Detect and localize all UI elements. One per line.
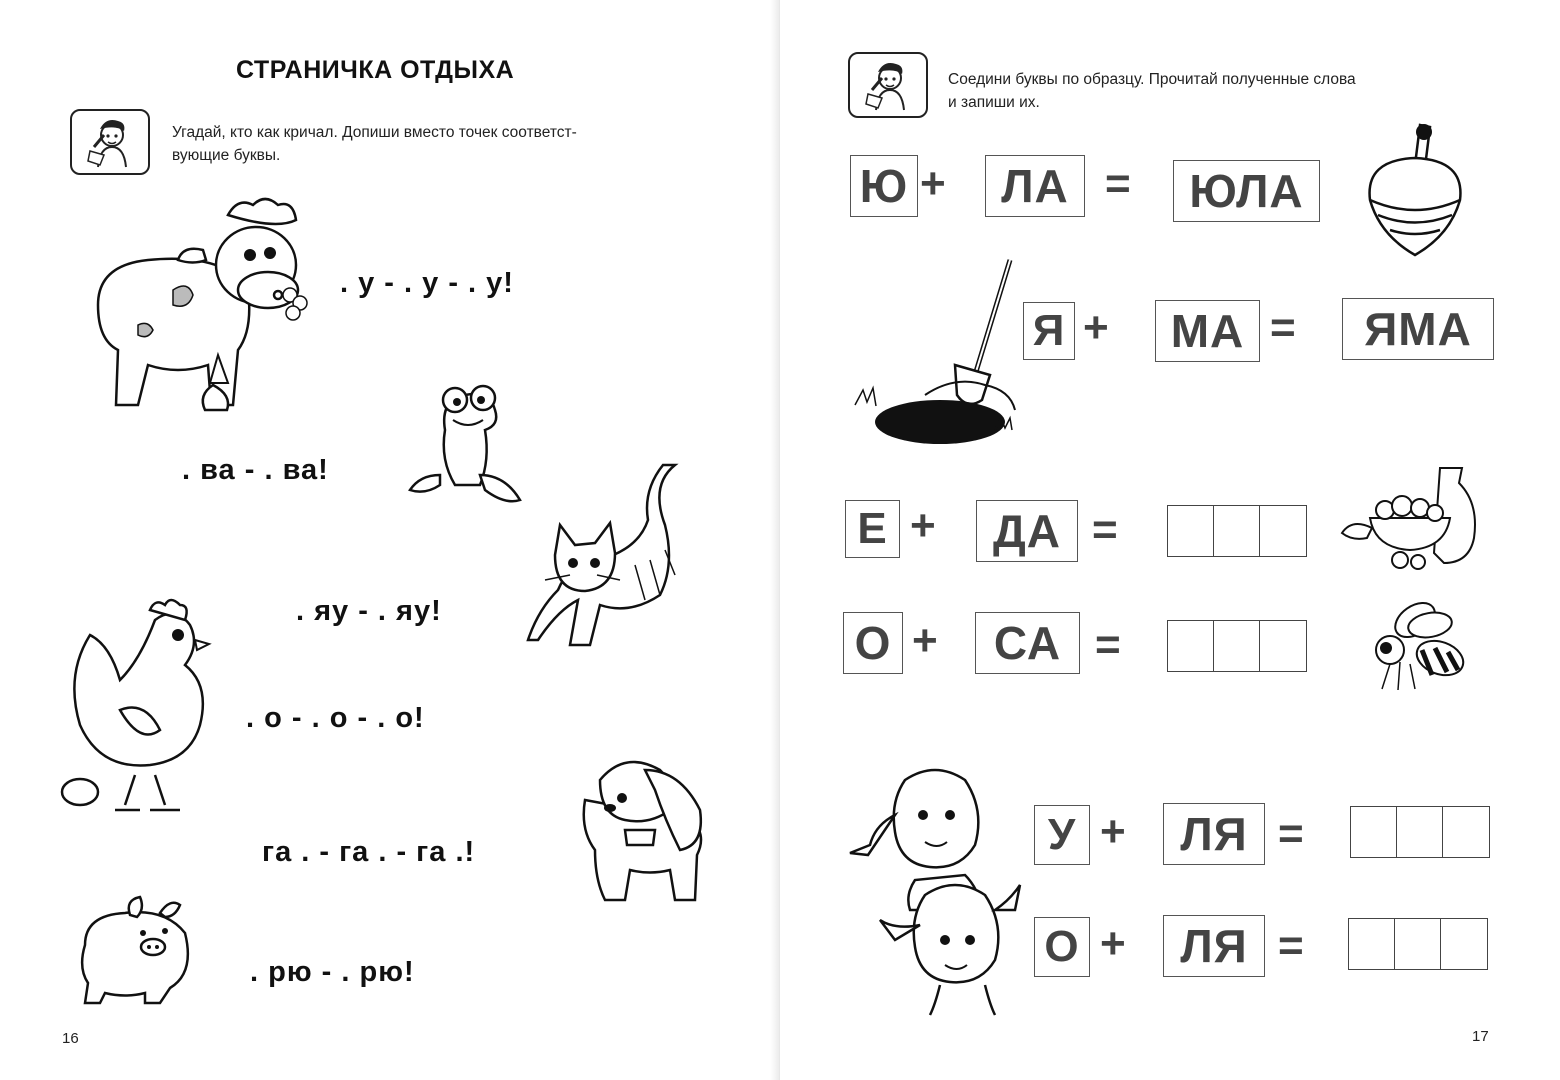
instruction	[948, 68, 1508, 114]
cow-illustration	[78, 195, 308, 425]
page-title: СТРАНИЧКА ОТДЫХА	[236, 56, 515, 84]
frog-illustration	[405, 380, 525, 520]
equals-sign: =	[1105, 159, 1131, 208]
spinning-top-illustration	[1360, 120, 1460, 265]
hen-illustration	[60, 600, 225, 815]
answer-cell[interactable]	[1260, 506, 1306, 556]
girls-illustration	[845, 760, 1035, 1020]
answer-cells[interactable]	[1167, 620, 1307, 672]
plus-sign: +	[1100, 807, 1126, 856]
answer-cell[interactable]	[1397, 807, 1443, 857]
answer-cell[interactable]	[1349, 919, 1395, 969]
cry-text: . яу - . яу!	[296, 595, 442, 627]
cry-text: га . - га . - га .!	[262, 836, 476, 868]
equals-sign: =	[1278, 809, 1304, 858]
equals-sign: =	[1270, 303, 1296, 352]
syllable-box: Ю	[850, 155, 918, 217]
wasp-illustration	[1360, 590, 1470, 715]
syllable-box: ЛЯ	[1163, 915, 1265, 977]
syllable-box: СА	[975, 612, 1080, 674]
cat-illustration	[535, 455, 710, 670]
syllable-box: О	[1034, 917, 1090, 977]
answer-cell[interactable]	[1168, 506, 1214, 556]
plus-sign: +	[910, 501, 936, 550]
answer-cells[interactable]	[1167, 505, 1307, 557]
answer-cell[interactable]	[1395, 919, 1441, 969]
cry-text: . о - . о - . о!	[246, 702, 425, 734]
result-box: ЯМА	[1342, 298, 1494, 360]
syllable-box: МА	[1155, 300, 1260, 362]
page-number: 17	[1472, 1028, 1489, 1045]
page-number: 16	[62, 1030, 79, 1047]
syllable-box: Е	[845, 500, 900, 558]
answer-cell[interactable]	[1214, 621, 1260, 671]
boy-writing-icon	[848, 52, 928, 118]
cry-text: . рю - . рю!	[250, 956, 415, 988]
syllable-box: Я	[1023, 302, 1075, 360]
instruction-line: Соедини буквы по образцу. Прочитай полученные слова	[948, 71, 1356, 88]
equals-sign: =	[1092, 505, 1118, 554]
food-bowl-illustration	[1340, 458, 1490, 578]
instruction	[172, 121, 732, 167]
plus-sign: +	[1100, 919, 1126, 968]
boy-writing-icon	[70, 109, 150, 175]
plus-sign: +	[1083, 303, 1109, 352]
cry-text: . у - . у - . у!	[340, 267, 514, 299]
dog-illustration	[570, 760, 715, 905]
pig-illustration	[75, 895, 200, 1005]
answer-cells[interactable]	[1350, 806, 1490, 858]
syllable-box: ЛА	[985, 155, 1085, 217]
answer-cell[interactable]	[1443, 807, 1489, 857]
instruction-line: Угадай, кто как кричал. Допиши вместо точек соответст-	[172, 124, 577, 141]
answer-cell[interactable]	[1260, 621, 1306, 671]
answer-cells[interactable]	[1348, 918, 1488, 970]
result-box: ЮЛА	[1173, 160, 1320, 222]
shovel-pit-illustration	[845, 255, 1035, 455]
plus-sign: +	[920, 159, 946, 208]
cry-text: . ва - . ва!	[182, 454, 329, 486]
instruction-line: и запиши их.	[948, 94, 1040, 111]
answer-cell[interactable]	[1214, 506, 1260, 556]
plus-sign: +	[912, 616, 938, 665]
equals-sign: =	[1095, 620, 1121, 669]
answer-cell[interactable]	[1168, 621, 1214, 671]
answer-cell[interactable]	[1441, 919, 1487, 969]
right-page	[780, 0, 1560, 1080]
answer-cell[interactable]	[1351, 807, 1397, 857]
syllable-box: О	[843, 612, 903, 674]
syllable-box: ЛЯ	[1163, 803, 1265, 865]
syllable-box: ДА	[976, 500, 1078, 562]
syllable-box: У	[1034, 805, 1090, 865]
instruction-line: вующие буквы.	[172, 147, 281, 164]
equals-sign: =	[1278, 921, 1304, 970]
